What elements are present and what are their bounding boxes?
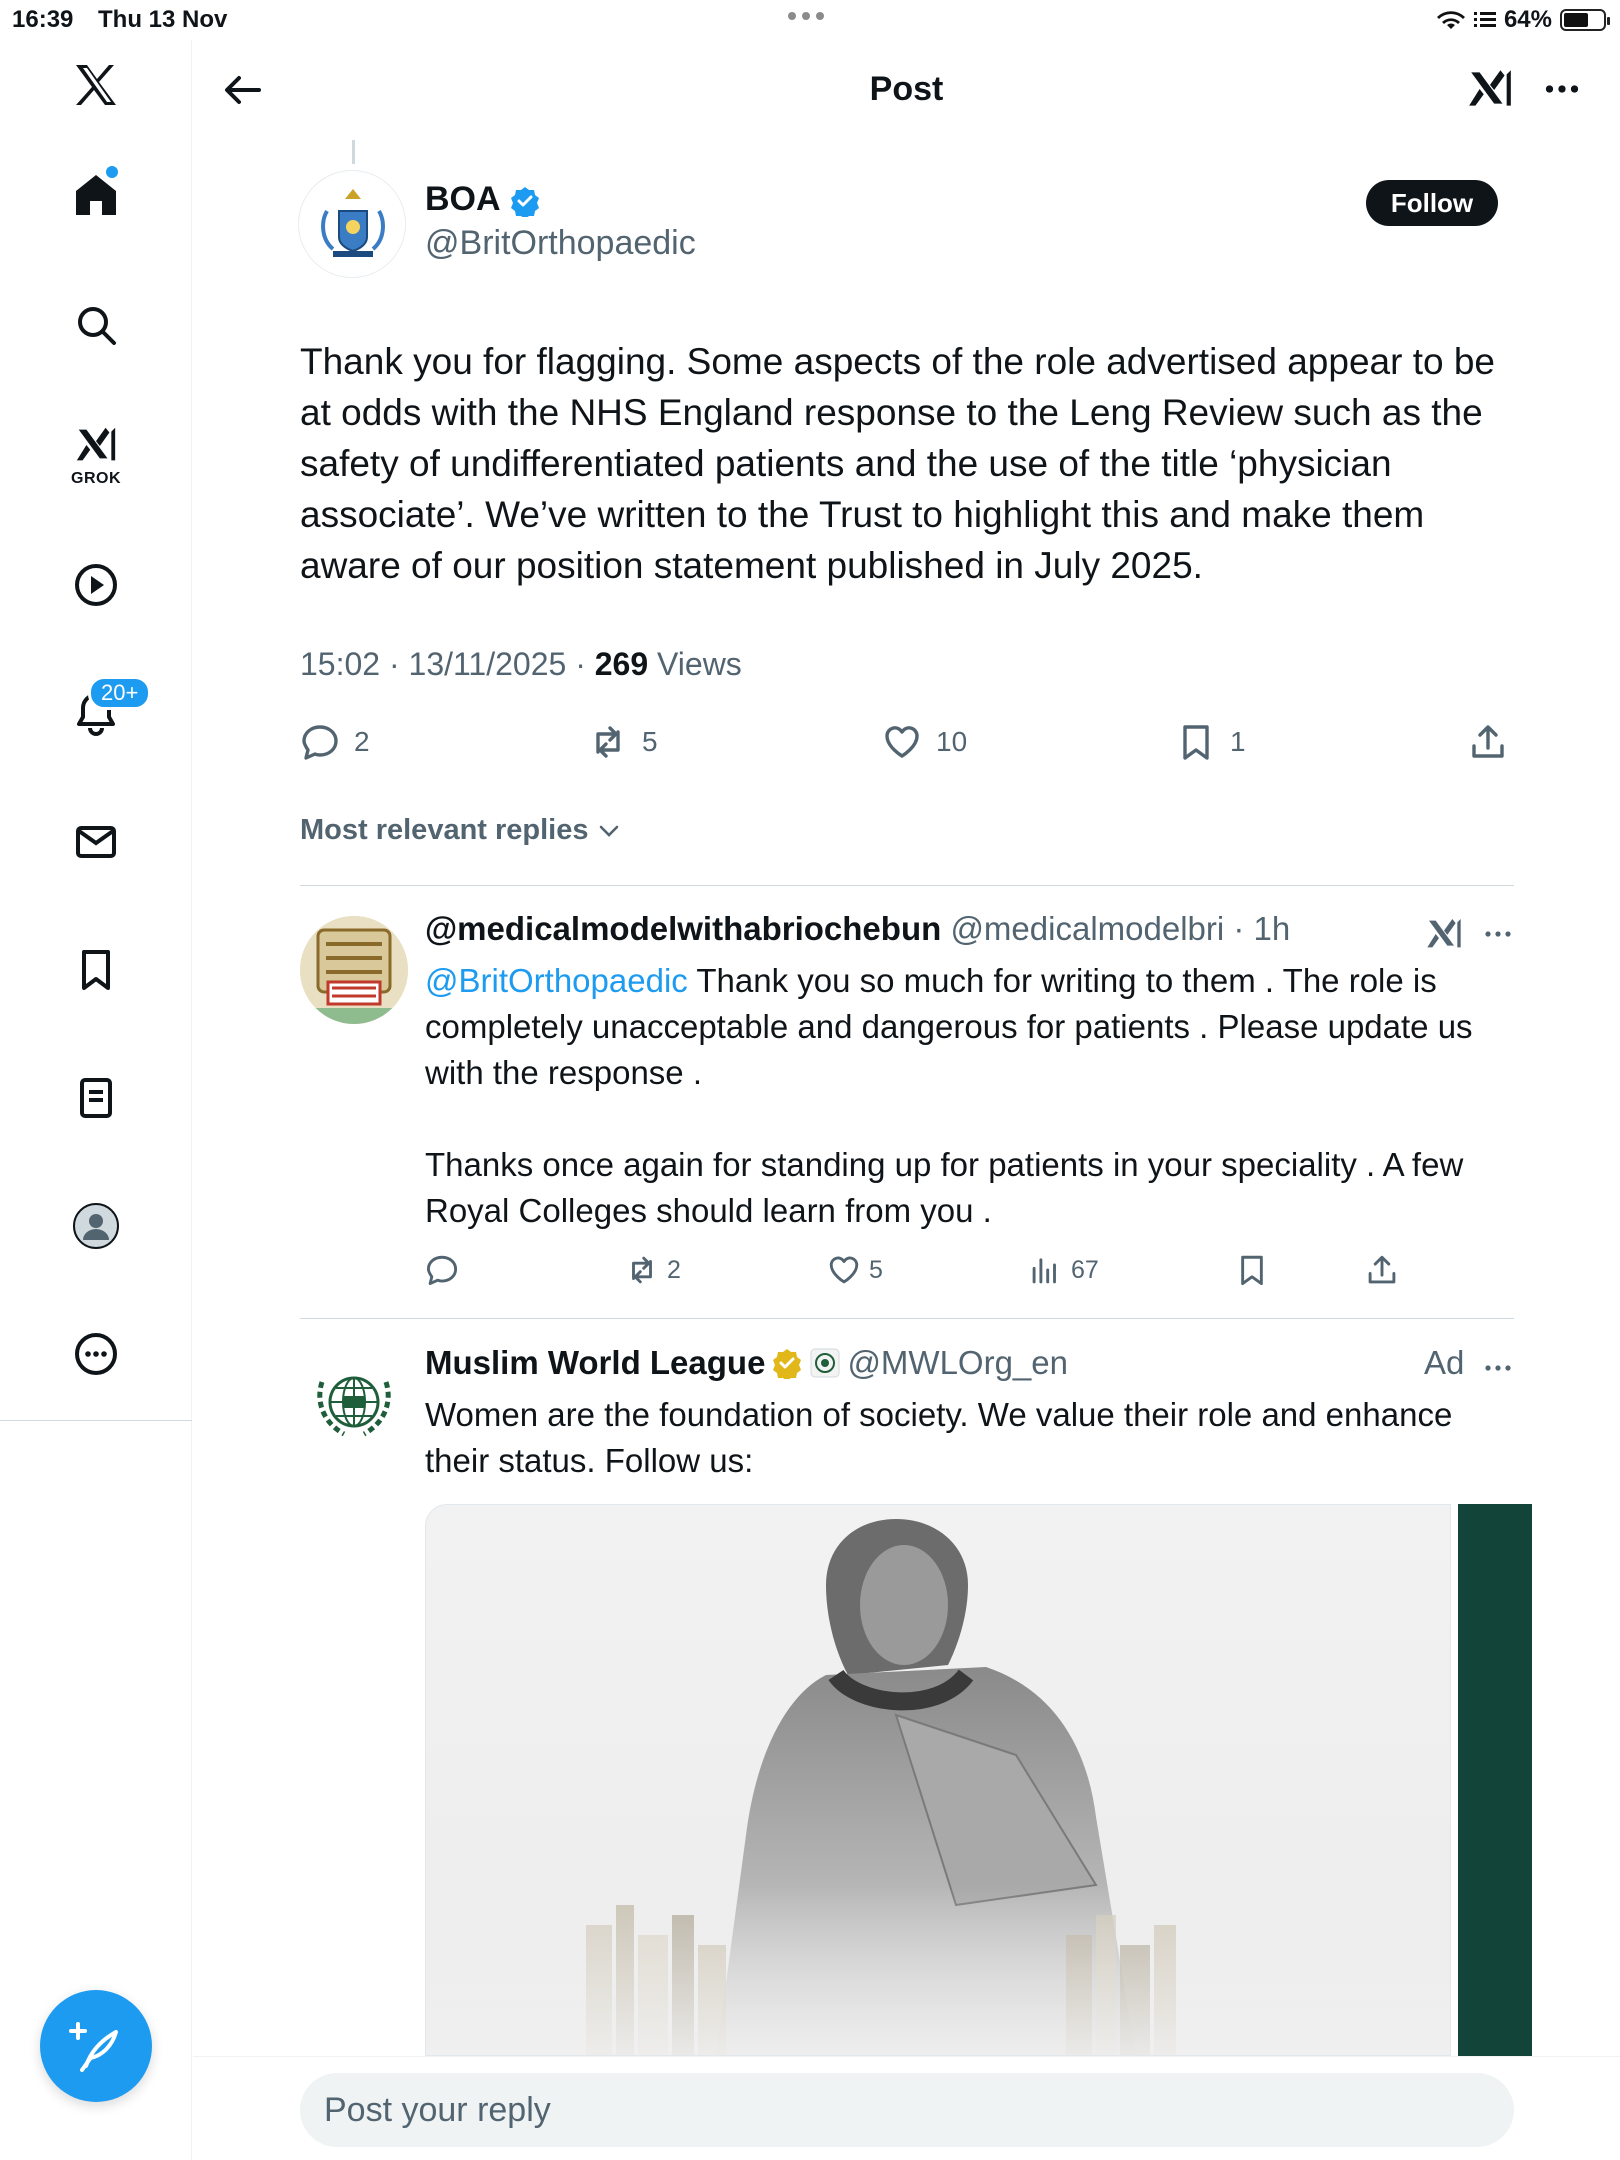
like-button[interactable] [882, 718, 967, 766]
follow-button[interactable]: Follow [1366, 180, 1498, 226]
post-actions [300, 718, 1512, 766]
bookmark-icon [72, 946, 120, 994]
x-logo-icon[interactable] [0, 40, 192, 130]
grok-label: GROK [71, 470, 121, 487]
replies-sort-dropdown[interactable] [300, 814, 621, 847]
boa-avatar[interactable] [298, 170, 406, 278]
chevron-down-icon [597, 819, 621, 843]
bookmark-icon [1235, 1253, 1269, 1287]
views-chart-icon [1029, 1253, 1063, 1287]
bookmark-icon [1176, 722, 1216, 762]
sidebar-nav [0, 40, 192, 2160]
ad-text: Women are the foundation of society. We value their role and enhance their status. Follow us: [425, 1396, 1453, 1479]
ad-media-next-card[interactable] [1458, 1504, 1532, 2056]
reply-bookmark-button[interactable] [1235, 1250, 1269, 1290]
affiliate-badge-icon [809, 1347, 841, 1379]
views-label: Views [648, 646, 742, 682]
reply-reply-button[interactable] [425, 1250, 459, 1290]
divider [300, 885, 1514, 886]
reply-bubble-icon [300, 722, 340, 762]
author-handle[interactable]: @BritOrthopaedic [425, 224, 696, 262]
battery-icon [1560, 9, 1606, 31]
woman-graduate-illustration [426, 1505, 1451, 2056]
reply-like-button[interactable] [827, 1250, 883, 1290]
repost-count: 5 [642, 726, 658, 757]
sidebar-item-bookmarks[interactable] [0, 925, 192, 1015]
reply-text-1: Thank you so much for writing to them . The role is completely unacceptable and dangerous for patients . Please update us with the response . [425, 962, 1473, 1091]
reply-bubble-icon [425, 1253, 459, 1287]
grok-icon[interactable] [1465, 64, 1515, 114]
reply-repost-button[interactable] [625, 1250, 681, 1290]
status-bar [0, 0, 1620, 40]
coat-of-arms-logo [299, 171, 406, 278]
ad-media-image[interactable] [425, 1504, 1451, 2056]
battery-percent: 64% [1503, 6, 1552, 33]
status-time: 16:39 [12, 6, 74, 33]
reply-author-name[interactable]: @medicalmodelwithabriochebun [425, 910, 942, 947]
more-options-icon[interactable] [1478, 1348, 1518, 1388]
reply-text-2: Thanks once again for standing up for patients in your speciality . A few Royal Colleges should learn from you . [425, 1146, 1464, 1229]
ad-author-name[interactable]: Muslim World League [425, 1344, 766, 1381]
reply-actions [425, 1250, 1525, 1290]
views-count: 269 [594, 646, 649, 682]
reply-handle-time[interactable]: @medicalmodelbri · 1h [950, 910, 1291, 947]
share-icon [1468, 722, 1508, 762]
globe-wreath-logo [300, 1352, 408, 1460]
ad-handle[interactable]: @MWLOrg_en [847, 1344, 1068, 1381]
repost-button[interactable] [588, 718, 658, 766]
search-icon [72, 301, 120, 349]
share-button[interactable] [1468, 718, 1508, 766]
heart-icon [827, 1253, 861, 1287]
mail-icon [72, 818, 120, 866]
post-header [193, 40, 1620, 140]
share-icon [1365, 1253, 1399, 1287]
bookmark-button[interactable] [1176, 718, 1246, 766]
reply-header [425, 910, 1290, 948]
sidebar-item-grok[interactable] [0, 410, 192, 500]
divider [300, 1318, 1514, 1319]
reply-views-count: 67 [1071, 1255, 1099, 1284]
wifi-icon [1436, 8, 1466, 32]
reply-repost-count: 2 [667, 1255, 681, 1284]
more-options-icon[interactable] [1478, 914, 1518, 954]
compose-feather-icon [68, 2018, 124, 2074]
notifications-badge: 20+ [88, 676, 151, 710]
gmc-parody-logo [300, 916, 408, 1024]
unread-dot [106, 166, 118, 178]
status-indicators [1436, 6, 1606, 34]
reply-text [425, 958, 1515, 1234]
bookmark-count: 1 [1230, 726, 1246, 757]
sidebar-item-video[interactable] [0, 540, 192, 630]
repost-icon [625, 1253, 659, 1287]
status-date: Thu 13 Nov [98, 6, 228, 33]
sidebar-item-profile[interactable] [0, 1181, 192, 1271]
sidebar-item-home[interactable] [0, 150, 192, 240]
focus-list-icon [1474, 10, 1496, 30]
profile-avatar-icon [72, 1202, 120, 1250]
author-display-name[interactable] [425, 180, 541, 219]
reply-button[interactable] [300, 718, 370, 766]
sidebar-item-messages[interactable] [0, 797, 192, 887]
reply-views-button[interactable] [1029, 1250, 1099, 1290]
verified-badge-icon [509, 185, 541, 217]
sidebar-item-lists[interactable] [0, 1053, 192, 1143]
grok-icon[interactable] [1424, 914, 1464, 954]
post-meta [300, 646, 742, 683]
post-timestamp[interactable]: 15:02 · 13/11/2025 · [300, 646, 595, 682]
play-circle-icon [72, 561, 120, 609]
post-text: Thank you for flagging. Some aspects of the role advertised appear to be at odds with the NHS England response to the Leng Review such as the safety of undifferentiated patients and the use of the title ‘physician associate’. We’ve written to the Trust to highlight this and make them aware of our position statement published in July 2025. [300, 341, 1496, 586]
ad-label: Ad [1424, 1344, 1465, 1381]
reply-count: 2 [354, 726, 370, 757]
ad-header [425, 1344, 1068, 1382]
author-name-text: BOA [425, 180, 501, 218]
sidebar-item-explore[interactable] [0, 280, 192, 370]
sidebar-item-notifications[interactable] [0, 668, 192, 758]
reply-composer-bar [193, 2056, 1620, 2160]
home-icon [72, 171, 120, 219]
mention-link[interactable]: @BritOrthopaedic [425, 962, 688, 999]
compose-post-button[interactable] [40, 1990, 152, 2102]
sidebar-item-more[interactable] [0, 1309, 192, 1399]
page-title: Post [869, 70, 944, 108]
reply-input[interactable]: Post your reply [300, 2073, 1514, 2147]
reply-share-button[interactable] [1365, 1250, 1399, 1290]
multitask-dots[interactable] [788, 12, 824, 20]
more-circle-icon [72, 1330, 120, 1378]
grok-icon [73, 422, 119, 468]
reply-avatar[interactable] [300, 916, 408, 1024]
gold-verified-badge-icon [771, 1347, 803, 1379]
sidebar-divider [0, 1420, 192, 1421]
repost-icon [588, 722, 628, 762]
heart-icon [882, 722, 922, 762]
replies-sort-label: Most relevant replies [300, 814, 589, 846]
list-document-icon [72, 1074, 120, 1122]
ad-avatar[interactable] [300, 1352, 408, 1460]
more-options-icon[interactable] [1537, 64, 1587, 114]
thread-line [352, 140, 355, 164]
like-count: 10 [936, 726, 968, 757]
reply-like-count: 5 [869, 1255, 883, 1284]
